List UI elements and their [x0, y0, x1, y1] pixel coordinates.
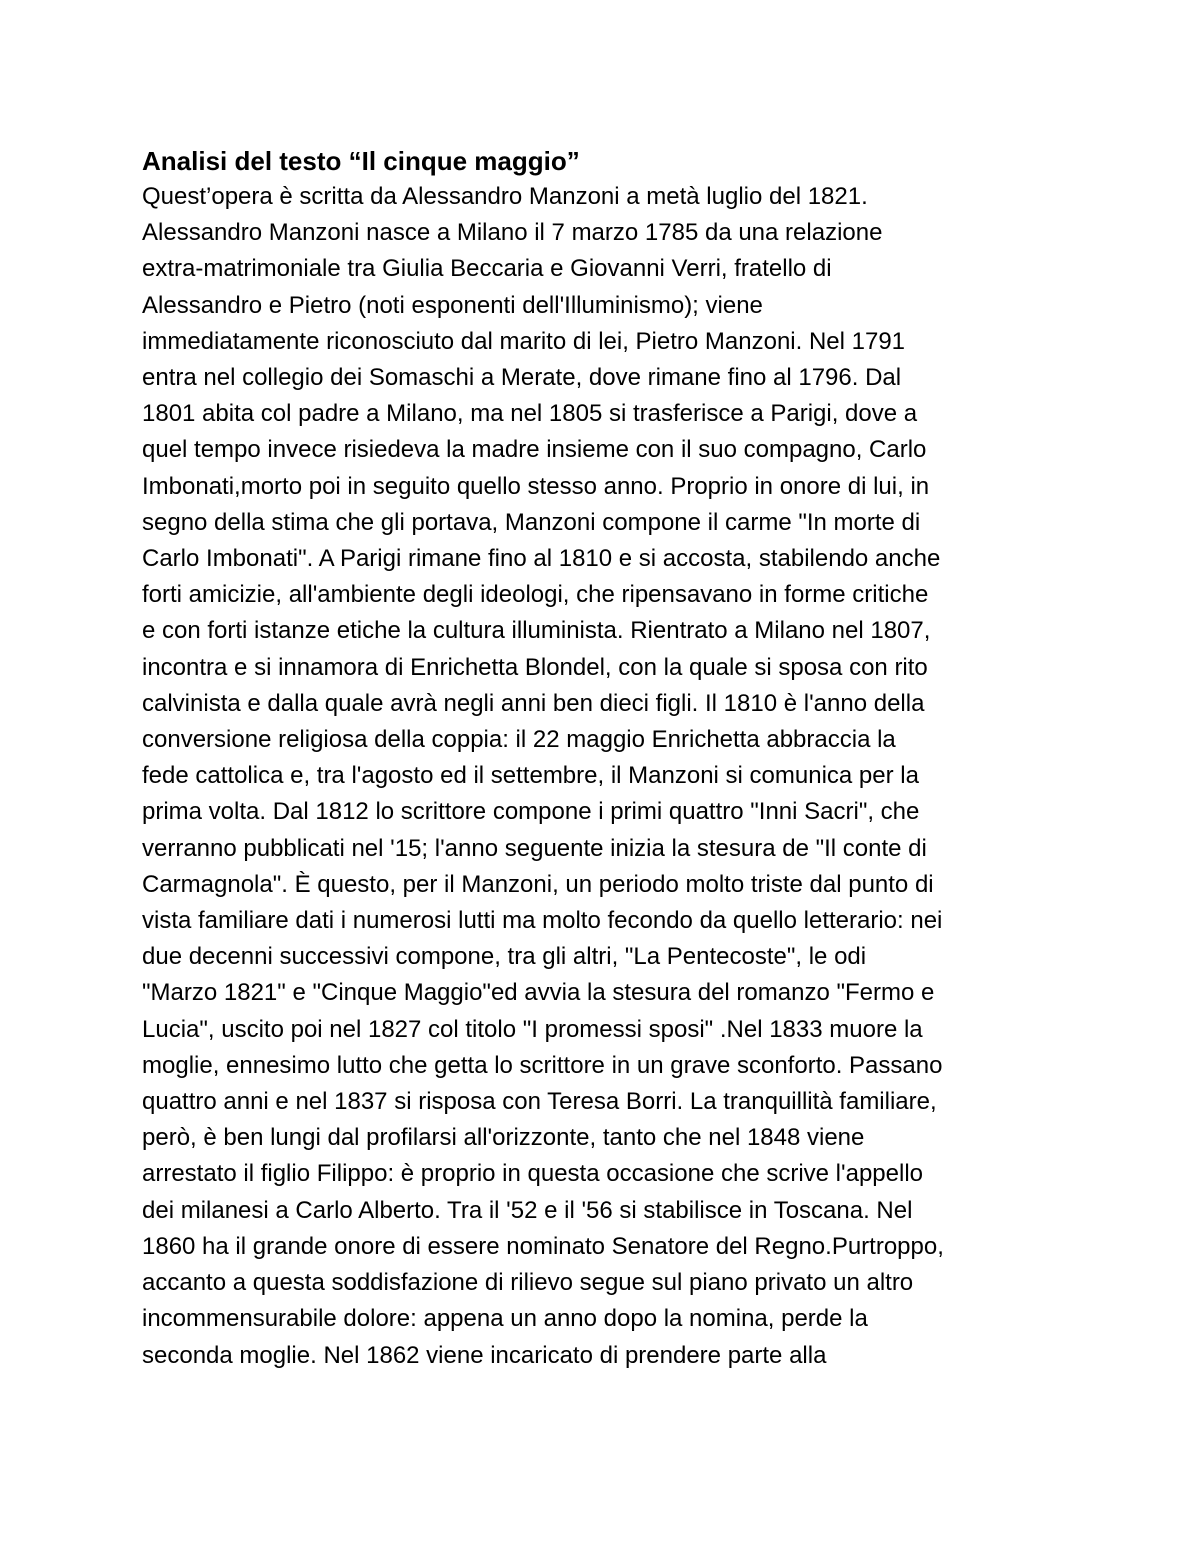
text-line: Carlo Imbonati". A Parigi rimane fino al 1810 e si accosta, stabilendo anche — [142, 545, 941, 573]
text-line: Lucia", uscito poi nel 1827 col titolo "I promessi sposi" .Nel 1833 muore la — [142, 1015, 923, 1043]
text-line: moglie, ennesimo lutto che getta lo scrittore in un grave sconforto. Passano — [142, 1051, 943, 1079]
text-line: "Marzo 1821" e "Cinque Maggio"ed avvia la stesura del romanzo "Fermo e — [142, 979, 935, 1007]
text-line: e con forti istanze etiche la cultura illuminista. Rientrato a Milano nel 1807, — [142, 617, 931, 645]
text-line: però, è ben lungi dal profilarsi all'orizzonte, tanto che nel 1848 viene — [142, 1124, 865, 1152]
document-title: Analisi del testo “Il cinque maggio” — [142, 146, 580, 176]
text-line: vista familiare dati i numerosi lutti ma molto fecondo da quello letterario: nei — [142, 907, 943, 935]
text-line: entra nel collegio dei Somaschi a Merate, dove rimane fino al 1796. Dal — [142, 364, 902, 392]
text-line: fede cattolica e, tra l'agosto ed il settembre, il Manzoni si comunica per la — [142, 762, 919, 790]
text-line: calvinista e dalla quale avrà negli anni ben dieci figli. Il 1810 è l'anno della — [142, 689, 925, 717]
text-line: Imbonati,morto poi in seguito quello stesso anno. Proprio in onore di lui, in — [142, 472, 930, 500]
text-line: accanto a questa soddisfazione di rilievo segue sul piano privato un altro — [142, 1269, 914, 1297]
text-line: immediatamente riconosciuto dal marito di lei, Pietro Manzoni. Nel 1791 — [142, 327, 906, 355]
text-line: dei milanesi a Carlo Alberto. Tra il '52 e il '56 si stabilisce in Toscana. Nel — [142, 1196, 913, 1224]
text-line: Alessandro Manzoni nasce a Milano il 7 marzo 1785 da una relazione — [142, 219, 883, 247]
text-line: seconda moglie. Nel 1862 viene incaricato di prendere parte alla — [142, 1341, 827, 1369]
text-line: conversione religiosa della coppia: il 22 maggio Enrichetta abbraccia la — [142, 726, 896, 754]
text-line: Quest’opera è scritta da Alessandro Manzoni a metà luglio del 1821. — [142, 183, 868, 210]
text-line: prima volta. Dal 1812 lo scrittore compone i primi quattro "Inni Sacri", che — [142, 798, 920, 826]
body-text — [142, 179, 1082, 1374]
text-line: incontra e si innamora di Enrichetta Blondel, con la quale si sposa con rito — [142, 653, 928, 681]
document-body — [142, 143, 1082, 1374]
text-line: Carmagnola". È questo, per il Manzoni, un periodo molto triste dal punto di — [142, 870, 934, 898]
text-line: forti amicizie, all'ambiente degli ideologi, che ripensavano in forme critiche — [142, 581, 929, 609]
text-line: quel tempo invece risiedeva la madre insieme con il suo compagno, Carlo — [142, 436, 927, 464]
text-line: arrestato il figlio Filippo: è proprio in questa occasione che scrive l'appello — [142, 1160, 923, 1188]
text-line: extra-matrimoniale tra Giulia Beccaria e Giovanni Verri, fratello di — [142, 255, 832, 283]
text-line: 1860 ha il grande onore di essere nominato Senatore del Regno.Purtroppo, — [142, 1232, 944, 1260]
text-line: 1801 abita col padre a Milano, ma nel 1805 si trasferisce a Parigi, dove a — [142, 400, 918, 428]
text-line: segno della stima che gli portava, Manzoni compone il carme "In morte di — [142, 508, 921, 536]
text-line: verranno pubblicati nel '15; l'anno seguente inizia la stesura de "Il conte di — [142, 834, 927, 862]
text-line: Alessandro e Pietro (noti esponenti dell'Illuminismo); viene — [142, 291, 763, 319]
text-line: incommensurabile dolore: appena un anno dopo la nomina, perde la — [142, 1305, 868, 1333]
text-line: quattro anni e nel 1837 si risposa con Teresa Borri. La tranquillità familiare, — [142, 1088, 937, 1116]
text-line: due decenni successivi compone, tra gli altri, "La Pentecoste", le odi — [142, 943, 867, 971]
